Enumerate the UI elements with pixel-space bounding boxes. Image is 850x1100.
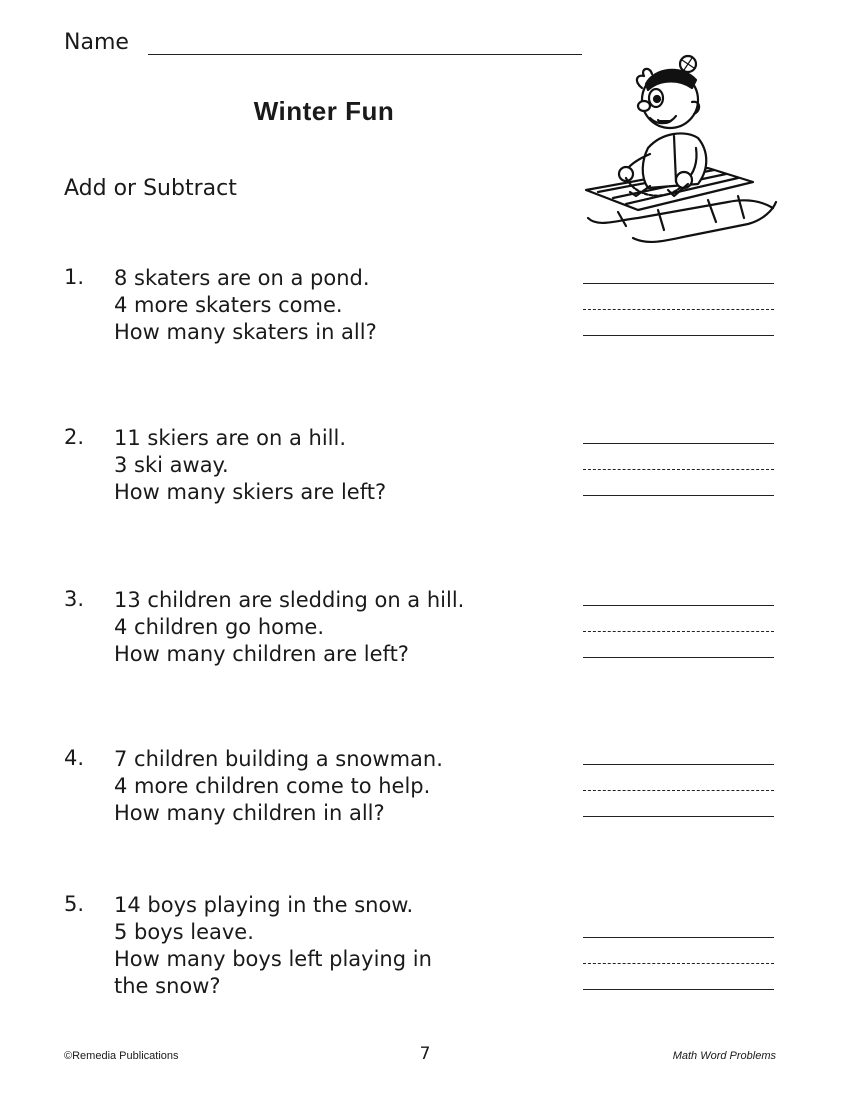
answer-dashed-line[interactable]	[583, 309, 774, 310]
problem-line: the snow?	[114, 974, 221, 998]
problem-line: How many skiers are left?	[114, 480, 387, 504]
problem-number: 3.	[64, 587, 85, 611]
answer-dashed-line[interactable]	[583, 963, 774, 964]
name-label: Name	[64, 30, 129, 55]
answer-line[interactable]	[583, 764, 774, 765]
answer-line[interactable]	[583, 605, 774, 606]
problem-text	[114, 587, 464, 668]
answer-dashed-line[interactable]	[583, 469, 774, 470]
problem-number: 4.	[64, 746, 85, 770]
problem-text	[114, 746, 443, 827]
answer-line[interactable]	[583, 443, 774, 444]
answer-line[interactable]	[583, 495, 774, 496]
answer-line[interactable]	[583, 283, 774, 284]
problem-text	[114, 892, 432, 1000]
problem-line: 13 children are sledding on a hill.	[114, 588, 465, 612]
answer-line[interactable]	[583, 816, 774, 817]
publisher-credit: ©Remedia Publications	[64, 1050, 179, 1062]
problem-text	[114, 265, 377, 346]
problem-line: 3 ski away.	[114, 453, 229, 477]
page-number: 7	[419, 1044, 431, 1064]
answer-line[interactable]	[583, 937, 774, 938]
book-title: Math Word Problems	[672, 1050, 776, 1062]
problem-line: 5 boys leave.	[114, 920, 254, 944]
answer-dashed-line[interactable]	[583, 631, 774, 632]
problem-line: 4 more skaters come.	[114, 293, 343, 317]
instructions: Add or Subtract	[64, 176, 237, 201]
boy-on-sled-icon	[578, 50, 778, 250]
problem-line: 7 children building a snowman.	[114, 747, 443, 771]
answer-line[interactable]	[583, 335, 774, 336]
problem-line: 14 boys playing in the snow.	[114, 893, 414, 917]
page-title: Winter Fun	[253, 96, 395, 126]
problem-line: 8 skaters are on a pond.	[114, 266, 370, 290]
problem-line: How many children in all?	[114, 801, 385, 825]
problem-number: 1.	[64, 265, 85, 289]
problem-line: 4 more children come to help.	[114, 774, 431, 798]
problem-line: How many skaters in all?	[114, 320, 377, 344]
problem-number: 5.	[64, 892, 85, 916]
problem-line: 11 skiers are on a hill.	[114, 426, 347, 450]
answer-line[interactable]	[583, 989, 774, 990]
answer-dashed-line[interactable]	[583, 790, 774, 791]
answer-line[interactable]	[583, 657, 774, 658]
problem-text	[114, 425, 386, 506]
problem-number: 2.	[64, 425, 85, 449]
problem-line: How many boys left playing in	[114, 947, 432, 971]
problem-line: 4 children go home.	[114, 615, 325, 639]
problem-line: How many children are left?	[114, 642, 409, 666]
name-blank-line[interactable]	[148, 54, 582, 55]
